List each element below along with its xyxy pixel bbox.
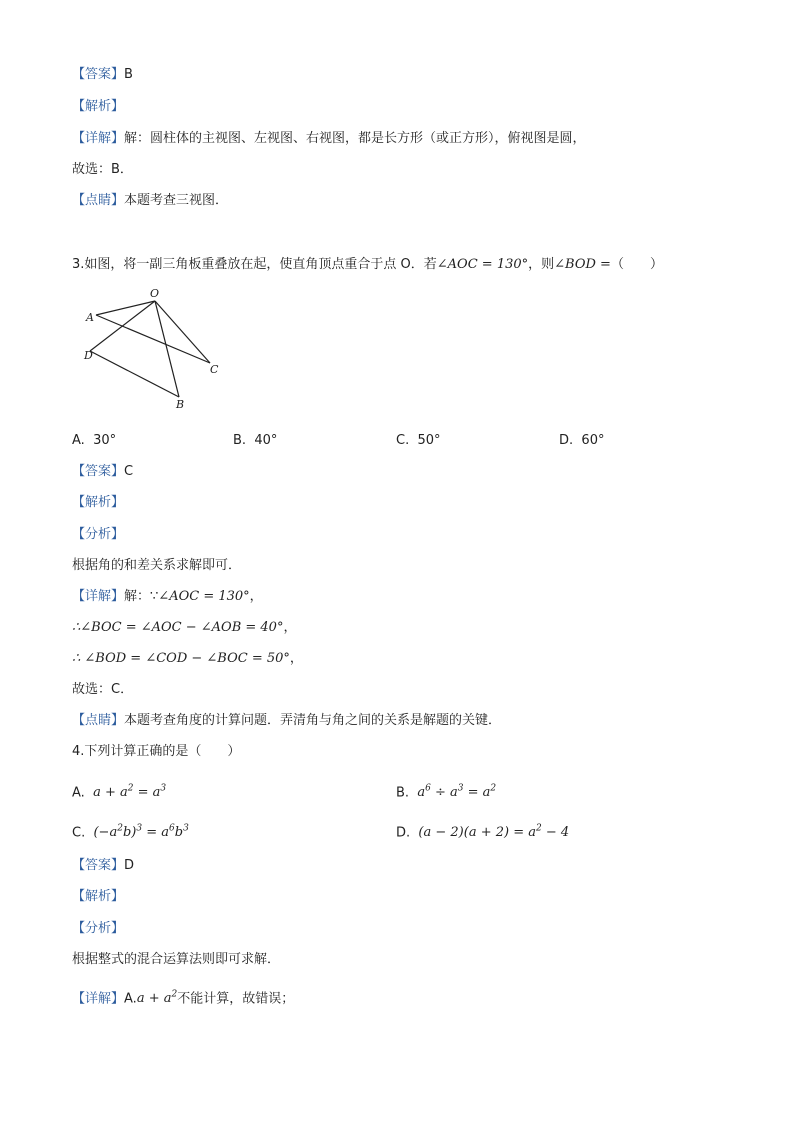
q2-choose-line: 故选：B． [72, 162, 133, 177]
q3-choose-line: 故选：C． [72, 682, 134, 697]
q4-fenxi-text: 根据整式的混合运算法则即可求解． [72, 952, 281, 967]
triangle-figure [80, 285, 230, 415]
point-text: 本题考查三视图． [124, 193, 229, 208]
q2-point-line [72, 192, 228, 210]
q3-stem-mid: ，则 [528, 257, 555, 272]
analysis-tag: 【解析】 [72, 889, 125, 904]
q4-analysis-line [72, 888, 124, 906]
label-A: A [86, 311, 94, 324]
step2-math: ∴∠BOC = ∠AOC − ∠AOB = 40° [72, 620, 284, 635]
step3-math: ∴ ∠BOD = ∠COD − ∠BOC = 50° [72, 651, 290, 666]
option-letter: B. [396, 785, 410, 801]
q3-stem-suffix: （ ） [610, 257, 663, 272]
option-formula: $(-a^2b)^3 = a^6b^3$ [93, 824, 189, 841]
segment-DB [90, 351, 179, 397]
q4-stem: 4.下列计算正确的是（ ） [72, 744, 241, 759]
detail-prefix: 解：∵ [124, 589, 159, 604]
point-text: 本题考查角度的计算问题．弄清角与角之间的关系是解题的关键． [124, 713, 502, 728]
q4-detail-line [72, 986, 294, 1008]
option-text: 40° [254, 433, 278, 448]
q3-analysis-line [72, 494, 124, 512]
answer-tag: 【答案】 [72, 858, 125, 873]
option-letter: C. [72, 825, 86, 841]
option-text: 30° [93, 433, 117, 448]
q3-step3 [72, 650, 303, 668]
detail-suffix: 不能计算，故错误； [177, 991, 295, 1007]
detail-suffix: ， [249, 589, 263, 604]
q2-analysis-line [72, 98, 124, 116]
option-text: 50° [417, 433, 441, 448]
analysis-tag: 【解析】 [72, 99, 125, 114]
q4-option-b[interactable] [396, 780, 496, 802]
option-letter: A. [72, 785, 85, 801]
fenxi-tag: 【分析】 [72, 527, 125, 542]
option-formula: $a + a^2 = a^3$ [93, 784, 167, 801]
q3-option-b[interactable] [233, 432, 277, 450]
answer-tag: 【答案】 [72, 67, 125, 82]
option-letter: A. [72, 433, 85, 448]
option-letter: D. [396, 825, 411, 841]
detail-tag: 【详解】 [72, 991, 125, 1007]
answer-value: B [124, 67, 133, 82]
q3-option-d[interactable] [559, 432, 604, 450]
option-letter: D. [559, 433, 574, 448]
q3-fenxi-line [72, 526, 124, 544]
label-C: C [210, 363, 219, 376]
detail-math: ∠AOC = 130° [158, 589, 250, 604]
label-B: B [176, 398, 185, 411]
detail-formula: $a + a^2$ [136, 990, 178, 1007]
label-O: O [150, 287, 160, 300]
q3-detail-line [72, 588, 263, 606]
q4-fenxi-line [72, 920, 124, 938]
point-tag: 【点睛】 [72, 713, 125, 728]
q2-answer-line [72, 66, 133, 84]
q3-option-a[interactable] [72, 432, 116, 450]
q3-answer-line [72, 463, 133, 481]
label-D: D [84, 349, 93, 362]
option-formula: $(a - 2)(a + 2) = a^2 - 4$ [418, 824, 570, 841]
segment-AC [96, 315, 210, 363]
option-formula: $a^6 \div a^3 = a^2$ [417, 784, 497, 801]
point-tag: 【点睛】 [72, 193, 125, 208]
detail-tag: 【详解】 [72, 131, 125, 146]
detail-text: 解：圆柱体的主视图、左视图、右视图，都是长方形（或正方形），俯视图是圆， [124, 131, 586, 146]
step3-suffix: ， [289, 651, 303, 666]
option-letter: B. [233, 433, 247, 448]
analysis-tag: 【解析】 [72, 495, 125, 510]
q4-option-c[interactable] [72, 820, 189, 842]
q3-stem-prefix: 3.如图，将一副三角板重叠放在起，使直角顶点重合于点 O．若 [72, 257, 437, 272]
option-text: 60° [581, 433, 605, 448]
q3-stem-math2: ∠BOD = [554, 257, 611, 272]
step2-suffix: ， [283, 620, 297, 635]
q3-option-c[interactable] [396, 432, 441, 450]
q3-point-line [72, 712, 501, 730]
q4-answer-line [72, 857, 134, 875]
q4-option-d[interactable] [396, 820, 569, 842]
q3-step2 [72, 619, 296, 637]
q4-option-a[interactable] [72, 780, 166, 802]
option-letter: C. [396, 433, 410, 448]
q3-stem-math1: ∠AOC = 130° [436, 257, 529, 272]
q2-detail-line [72, 130, 586, 148]
answer-value: C [124, 464, 134, 479]
answer-value: D [124, 858, 135, 873]
answer-tag: 【答案】 [72, 464, 125, 479]
detail-tag: 【详解】 [72, 589, 125, 604]
detail-prefix: A. [124, 991, 137, 1007]
q3-stem [72, 256, 663, 274]
fenxi-tag: 【分析】 [72, 921, 125, 936]
q3-fenxi-text: 根据角的和差关系求解即可． [72, 558, 242, 573]
